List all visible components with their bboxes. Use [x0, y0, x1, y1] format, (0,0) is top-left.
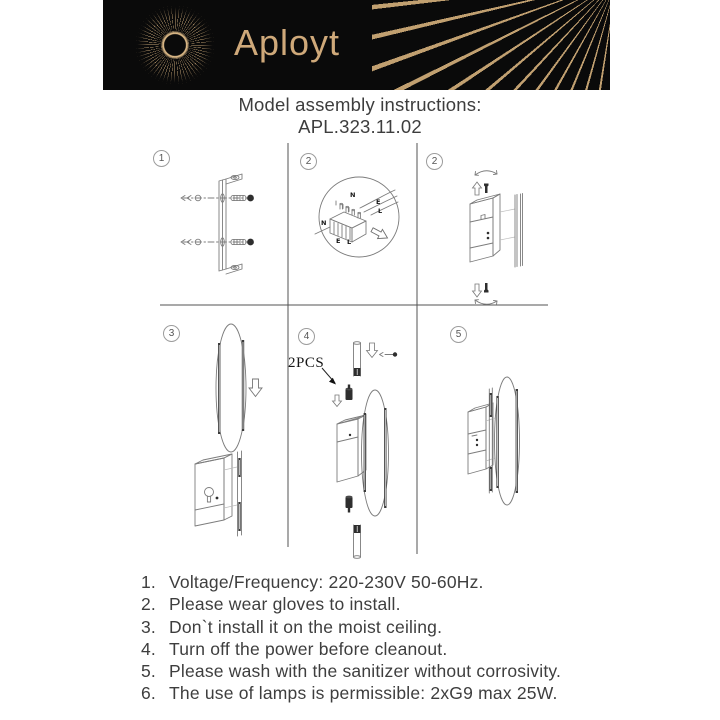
- step2b-diagram: [470, 171, 523, 305]
- item-text: Turn off the power before cleanout.: [169, 638, 448, 659]
- up-arrow-icon: [473, 284, 482, 297]
- wire-label-l-left: L: [347, 238, 352, 246]
- instruction-list: [141, 571, 601, 705]
- item-text: The use of lamps is permissible: 2xG9 max 25W.: [169, 683, 558, 704]
- step-badge-5: 5: [450, 326, 467, 343]
- screw-icon: [380, 352, 398, 356]
- item-number: 3.: [141, 616, 156, 637]
- item-text: Don`t install it on the moist ceiling.: [169, 616, 443, 637]
- item-number: 6.: [141, 683, 156, 704]
- step-badge-4: 4: [298, 328, 315, 345]
- assembly-diagrams: [103, 140, 617, 560]
- item-text: Voltage/Frequency: 220-230V 50-60Hz.: [169, 572, 484, 592]
- list-item: [141, 593, 601, 615]
- item-number: 2.: [141, 594, 156, 615]
- step-badge-2: 2: [300, 153, 317, 170]
- list-item: [141, 571, 601, 593]
- page-title: [0, 94, 720, 138]
- wire-label-l-right: L: [378, 207, 383, 215]
- list-item: [141, 682, 601, 704]
- up-arrow-icon: [473, 182, 482, 195]
- step1-diagram: [181, 174, 254, 274]
- step-badge-1: 1: [153, 150, 170, 167]
- brand-header: [103, 0, 610, 90]
- brand-name: Aployt: [234, 21, 341, 63]
- item-number: 1.: [141, 572, 156, 592]
- wires: [315, 190, 398, 234]
- rays-icon: [372, 0, 610, 90]
- step4-diagram: [322, 342, 397, 559]
- list-item: [141, 660, 601, 682]
- wire-label-e-right: E: [376, 198, 381, 206]
- bolt-icon: [484, 184, 489, 194]
- sunburst-icon: [136, 6, 214, 84]
- title-line-1: Model assembly instructions:: [238, 94, 482, 115]
- item-number: 4.: [141, 638, 156, 659]
- step5-diagram: [468, 377, 520, 505]
- bolt-icon: [484, 283, 489, 293]
- down-arrow-icon: [333, 395, 342, 407]
- list-item: [141, 616, 601, 638]
- wire-label-e-left: E: [336, 237, 341, 245]
- step-badge-2b: 2: [426, 153, 443, 170]
- step2-diagram: [315, 177, 399, 257]
- title-line-2: APL.323.11.02: [298, 116, 422, 137]
- down-arrow-icon: [249, 379, 262, 397]
- item-text: Please wash with the sanitizer without corrosivity.: [169, 661, 562, 682]
- down-arrow-icon: [367, 343, 378, 358]
- g9-bulb-icon: [346, 496, 353, 513]
- wire-label-n-left: N: [321, 219, 327, 227]
- step3-diagram: [195, 324, 262, 536]
- screw-icon: [181, 195, 201, 245]
- list-item: [141, 638, 601, 660]
- terminal-block: [330, 201, 366, 242]
- step-badge-3: 3: [163, 325, 180, 342]
- g9-bulb-icon: [346, 385, 353, 401]
- item-text: Please wear gloves to install.: [169, 594, 401, 615]
- wire-label-n-top: N: [350, 191, 356, 199]
- pcs-pointer-arrow: [329, 378, 336, 385]
- pcs-note: 2PCS: [288, 355, 325, 371]
- anchor-icon: [231, 195, 254, 246]
- item-number: 5.: [141, 661, 156, 682]
- direction-arrow-icon: [370, 225, 390, 242]
